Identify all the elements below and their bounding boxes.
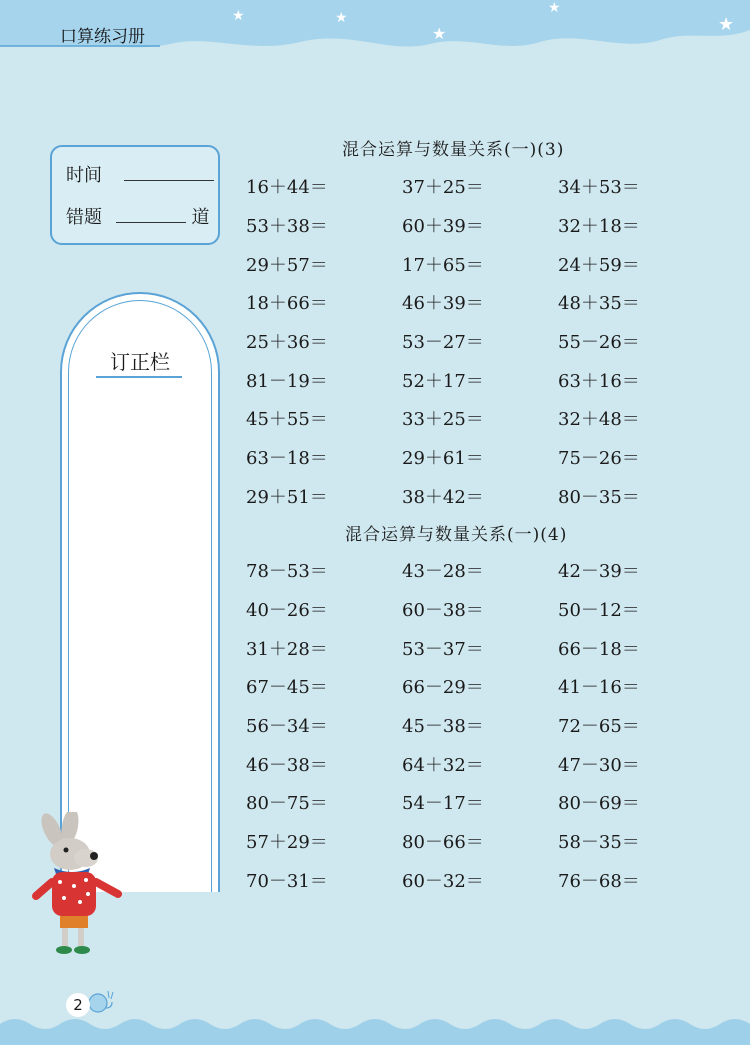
exercise-row [246, 477, 714, 516]
exercise-row [246, 590, 714, 629]
exercise-row [246, 667, 714, 706]
exercise-item: 33＋25＝ [402, 409, 484, 431]
exercise-item: 80－69＝ [558, 793, 640, 815]
correction-panel-inner-border [68, 300, 212, 892]
exercise-item: 53－27＝ [402, 332, 484, 354]
exercise-item: 70－31＝ [246, 870, 328, 892]
exercise-item: 25＋36＝ [246, 332, 328, 354]
exercise-item: 63＋16＝ [558, 370, 640, 392]
bottom-wave-decoration [0, 1010, 750, 1045]
exercise-item: 17＋65＝ [402, 254, 484, 276]
exercise-row [246, 822, 714, 861]
errors-label: 错题 [66, 207, 102, 228]
exercise-item: 29＋57＝ [246, 254, 328, 276]
exercise-item: 57＋29＝ [246, 832, 328, 854]
exercise-row [246, 744, 714, 783]
exercise-item: 81－19＝ [246, 370, 328, 392]
star-icon: ★ [432, 24, 447, 43]
exercise-item: 75－26＝ [558, 448, 640, 470]
exercise-item: 56－34＝ [246, 716, 328, 738]
exercise-row [246, 438, 714, 477]
exercise-item: 60＋39＝ [402, 216, 484, 238]
section-title: 混合运算与数量关系(一)(4) [345, 525, 568, 545]
exercise-item: 18＋66＝ [246, 293, 328, 315]
exercise-item: 60－38＝ [402, 600, 484, 622]
time-row [66, 161, 214, 187]
exercise-item: 16＋44＝ [246, 177, 328, 199]
star-icon: ★ [232, 8, 245, 24]
exercise-item: 47－30＝ [558, 754, 640, 776]
exercise-item: 29＋51＝ [246, 486, 328, 508]
exercise-item: 55－26＝ [558, 332, 640, 354]
exercise-item: 45＋55＝ [246, 409, 328, 431]
exercise-item: 42－39＝ [558, 561, 640, 583]
exercise-row [246, 167, 714, 206]
exercise-item: 60－32＝ [402, 870, 484, 892]
exercise-item: 24＋59＝ [558, 254, 640, 276]
exercise-row [246, 283, 714, 322]
exercise-item: 48＋35＝ [558, 293, 640, 315]
correction-panel [60, 292, 220, 892]
exercise-item: 37＋25＝ [402, 177, 484, 199]
exercise-item: 66－29＝ [402, 677, 484, 699]
exercise-row [246, 206, 714, 245]
exercise-item: 53－37＝ [402, 638, 484, 660]
exercise-grid [246, 551, 714, 899]
rabbit-illustration [30, 812, 130, 957]
exercise-item: 32＋18＝ [558, 216, 640, 238]
page-number: 2 [66, 993, 90, 1017]
time-label: 时间 [66, 165, 102, 186]
star-icon: ★ [335, 10, 348, 26]
exercise-row [246, 628, 714, 667]
exercise-item: 80－75＝ [246, 793, 328, 815]
exercise-item: 78－53＝ [246, 561, 328, 583]
time-blank [124, 166, 214, 181]
exercise-row [246, 551, 714, 590]
exercise-row [246, 783, 714, 822]
exercise-item: 46＋39＝ [402, 293, 484, 315]
exercise-item: 31＋28＝ [246, 638, 328, 660]
exercise-row [246, 861, 714, 900]
errors-blank [116, 208, 186, 223]
info-box [50, 145, 220, 245]
exercise-item: 43－28＝ [402, 561, 484, 583]
exercise-item: 80－35＝ [558, 486, 640, 508]
exercise-item: 38＋42＝ [402, 486, 484, 508]
exercise-item: 40－26＝ [246, 600, 328, 622]
exercise-row [246, 322, 714, 361]
exercise-item: 67－45＝ [246, 677, 328, 699]
exercise-item: 76－68＝ [558, 870, 640, 892]
correction-title: 订正栏 [110, 350, 170, 374]
exercise-item: 41－16＝ [558, 677, 640, 699]
exercise-item: 45－38＝ [402, 716, 484, 738]
correction-title-underline [96, 376, 182, 378]
star-icon: ★ [718, 14, 735, 35]
exercise-item: 52＋17＝ [402, 370, 484, 392]
exercise-item: 72－65＝ [558, 716, 640, 738]
errors-unit: 道 [191, 207, 210, 228]
exercise-item: 29＋61＝ [402, 448, 484, 470]
book-title: 口算练习册 [60, 27, 145, 47]
exercise-row [246, 244, 714, 283]
exercise-item: 34＋53＝ [558, 177, 640, 199]
exercise-row [246, 399, 714, 438]
exercise-grid [246, 167, 714, 515]
exercise-item: 50－12＝ [558, 600, 640, 622]
exercise-item: 32＋48＝ [558, 409, 640, 431]
exercise-item: 54－17＝ [402, 793, 484, 815]
exercise-item: 80－66＝ [402, 832, 484, 854]
section-title: 混合运算与数量关系(一)(3) [342, 140, 565, 160]
exercise-item: 63－18＝ [246, 448, 328, 470]
errors-row [66, 203, 209, 229]
exercise-row [246, 360, 714, 399]
exercise-row [246, 706, 714, 745]
exercise-item: 53＋38＝ [246, 216, 328, 238]
exercise-item: 64＋32＝ [402, 754, 484, 776]
exercise-item: 58－35＝ [558, 832, 640, 854]
exercise-item: 46－38＝ [246, 754, 328, 776]
star-icon: ★ [548, 0, 561, 16]
exercise-item: 66－18＝ [558, 638, 640, 660]
